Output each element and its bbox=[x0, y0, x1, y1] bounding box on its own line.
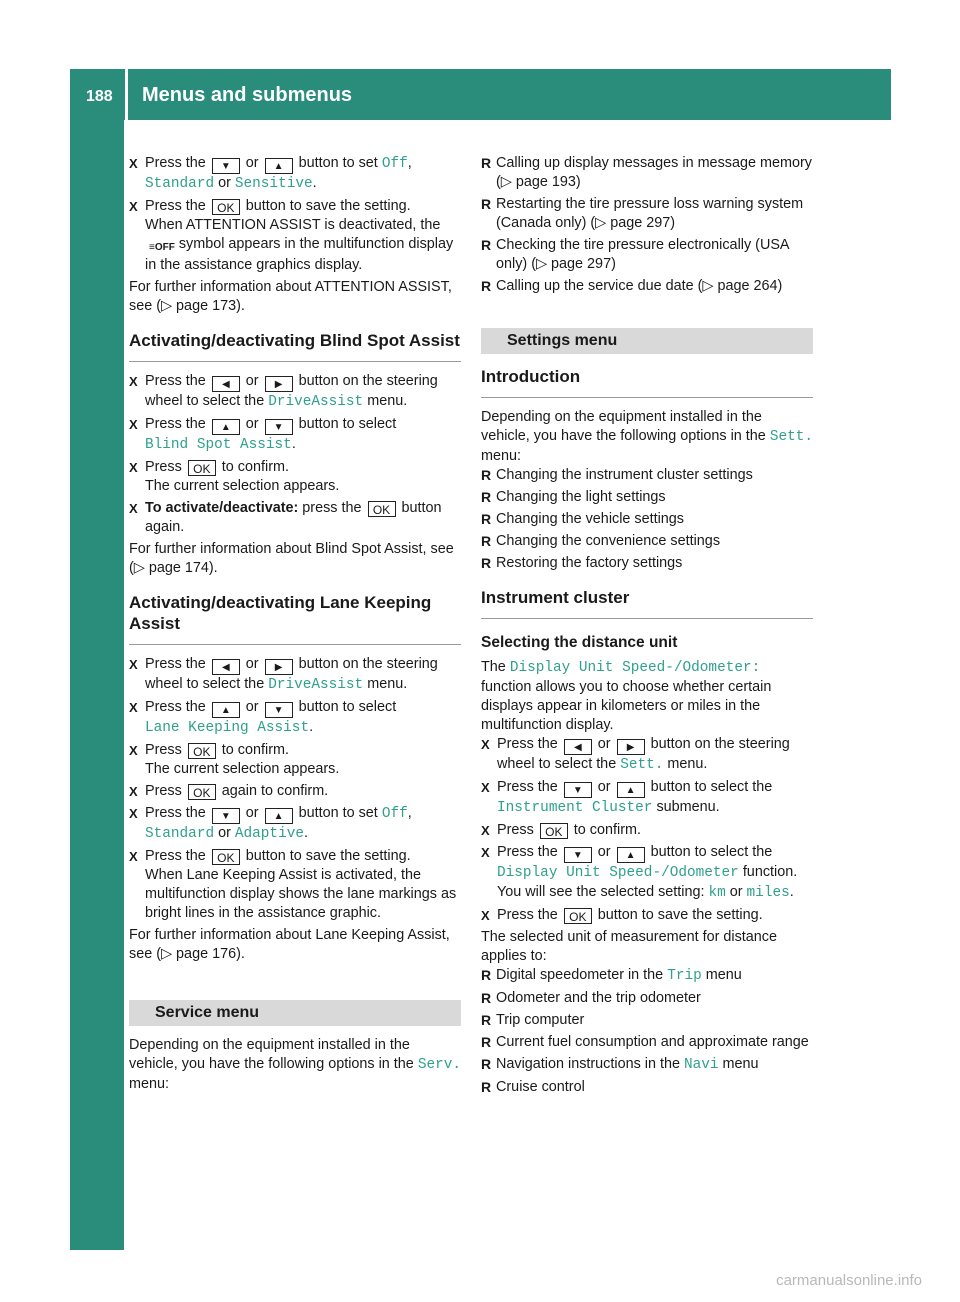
menu-code: miles bbox=[746, 885, 790, 901]
step-arrow-icon: X bbox=[129, 417, 138, 432]
step-arrow-icon: X bbox=[129, 806, 138, 821]
menu-code: Standard bbox=[145, 826, 215, 842]
service-menu-bar: Service menu bbox=[129, 1000, 461, 1026]
paragraph: Depending on the equipment installed in the vehicle, you have the following options in the Sett. menu: bbox=[481, 409, 813, 464]
menu-code: Off bbox=[381, 156, 408, 172]
step-arrow-icon: X bbox=[129, 743, 138, 758]
list-item: R Checking the tire pressure electronically (USA only) (▷ page 297) bbox=[481, 237, 789, 272]
step-arrow-icon: X bbox=[481, 823, 490, 838]
down-key-icon: ▼ bbox=[212, 158, 240, 174]
section-label: On-board computer and displays bbox=[85, 246, 109, 576]
ok-key-icon: OK bbox=[188, 743, 216, 759]
bullet-icon: R bbox=[481, 533, 492, 549]
bullet-icon: R bbox=[481, 237, 492, 253]
menu-code: Adaptive bbox=[234, 826, 304, 842]
list-item: R Digital speedometer in the Trip menu bbox=[481, 967, 742, 984]
attention-off-icon: ≡OFF bbox=[147, 240, 177, 256]
step-arrow-icon: X bbox=[129, 199, 138, 214]
ok-key-icon: OK bbox=[212, 849, 240, 865]
step: X Press the ▲ or ▼ button to select Lane Keeping Assist. bbox=[129, 699, 397, 736]
down-key-icon: ▼ bbox=[564, 847, 592, 863]
list-item: R Changing the instrument cluster settings bbox=[481, 467, 753, 483]
list-item: R Changing the vehicle settings bbox=[481, 511, 684, 527]
bullet-icon: R bbox=[481, 1079, 492, 1095]
page-number: 188 bbox=[86, 88, 113, 105]
page-title: Menus and submenus bbox=[142, 84, 353, 106]
down-key-icon: ▼ bbox=[265, 702, 293, 718]
step-arrow-icon: X bbox=[481, 908, 490, 923]
step: X Press OK to confirm. The current selection appears. bbox=[129, 459, 340, 494]
list-item: R Restoring the factory settings bbox=[481, 555, 683, 571]
step: X To activate/deactivate: press the OK button again. bbox=[129, 500, 442, 535]
step-arrow-icon: X bbox=[129, 460, 138, 475]
menu-code: Off bbox=[381, 806, 408, 822]
up-key-icon: ▲ bbox=[212, 702, 240, 718]
right-column bbox=[481, 154, 813, 1100]
step: X Press the ◀ or ▶ button on the steering wheel to select the Sett. menu. bbox=[481, 736, 790, 773]
menu-code: Display Unit Speed-/Odometer bbox=[497, 865, 739, 881]
watermark: carmanualsonline.info bbox=[776, 1272, 922, 1289]
paragraph: The Display Unit Speed-/Odometer: function allows you to choose whether certain displays appear in kilometers or miles in the multifunction display. bbox=[481, 659, 772, 733]
bullet-icon: R bbox=[481, 1034, 492, 1050]
ok-key-icon: OK bbox=[540, 823, 568, 839]
step: X Press the ◀ or ▶ button on the steering wheel to select the DriveAssist menu. bbox=[129, 656, 438, 693]
bullet-icon: R bbox=[481, 990, 492, 1006]
bullet-icon: R bbox=[481, 489, 492, 505]
step-arrow-icon: X bbox=[481, 845, 490, 860]
down-key-icon: ▼ bbox=[212, 808, 240, 824]
step: X Press the ▼ or ▲ button to set Off, Standard or Sensitive. bbox=[129, 155, 412, 192]
section-heading: Activating/deactivating Blind Spot Assist bbox=[129, 330, 461, 362]
section-heading: Introduction bbox=[481, 366, 813, 398]
menu-code: Navi bbox=[683, 1057, 719, 1073]
left-column bbox=[129, 154, 461, 1094]
bullet-icon: R bbox=[481, 1056, 492, 1072]
list-item: R Current fuel consumption and approximate range bbox=[481, 1034, 809, 1050]
step: X Press the ▼ or ▲ button to set Off, Standard or Adaptive. bbox=[129, 805, 412, 842]
menu-code: Sett. bbox=[620, 757, 664, 773]
step-arrow-icon: X bbox=[129, 374, 138, 389]
list-item: R Cruise control bbox=[481, 1079, 585, 1095]
list-item: R Odometer and the trip odometer bbox=[481, 990, 701, 1006]
up-key-icon: ▲ bbox=[212, 419, 240, 435]
left-key-icon: ◀ bbox=[212, 659, 240, 675]
step-arrow-icon: X bbox=[129, 700, 138, 715]
list-item: R Changing the convenience settings bbox=[481, 533, 721, 549]
menu-code: Standard bbox=[145, 176, 215, 192]
step: X Press the OK button to save the setting. bbox=[481, 907, 763, 924]
down-key-icon: ▼ bbox=[265, 419, 293, 435]
step: X Press the ◀ or ▶ button on the steering wheel to select the DriveAssist menu. bbox=[129, 373, 438, 410]
right-key-icon: ▶ bbox=[265, 376, 293, 392]
header-divider bbox=[125, 69, 128, 120]
paragraph: For further information about Blind Spot Assist, see (▷ page 174). bbox=[129, 541, 454, 576]
settings-menu-bar: Settings menu bbox=[481, 328, 813, 354]
section-heading: Instrument cluster bbox=[481, 587, 813, 619]
right-key-icon: ▶ bbox=[617, 739, 645, 755]
bullet-icon: R bbox=[481, 155, 492, 171]
step: X Press OK to confirm. The current selection appears. bbox=[129, 742, 340, 777]
ok-key-icon: OK bbox=[188, 784, 216, 800]
step-arrow-icon: X bbox=[129, 501, 138, 516]
list-item: R Navigation instructions in the Navi menu bbox=[481, 1056, 759, 1073]
step-arrow-icon: X bbox=[481, 780, 490, 795]
list-item: R Calling up the service due date (▷ page 264) bbox=[481, 278, 783, 294]
up-key-icon: ▲ bbox=[265, 158, 293, 174]
subsection-heading: Selecting the distance unit bbox=[481, 634, 678, 651]
paragraph: For further information about ATTENTION ASSIST, see (▷ page 173). bbox=[129, 279, 452, 314]
bullet-icon: R bbox=[481, 1012, 492, 1028]
menu-code: Sensitive bbox=[234, 176, 313, 192]
up-key-icon: ▲ bbox=[265, 808, 293, 824]
left-key-icon: ◀ bbox=[212, 376, 240, 392]
menu-code: km bbox=[708, 885, 726, 901]
menu-code: Blind Spot Assist bbox=[145, 437, 292, 453]
ok-key-icon: OK bbox=[212, 199, 240, 215]
step: X Press the ▲ or ▼ button to select Blind Spot Assist. bbox=[129, 416, 397, 453]
step: X Press the ▼ or ▲ button to select the Display Unit Speed-/Odometer function. You will see the selected setting: km or miles. bbox=[481, 844, 798, 901]
down-key-icon: ▼ bbox=[564, 782, 592, 798]
bullet-icon: R bbox=[481, 278, 492, 294]
right-key-icon: ▶ bbox=[265, 659, 293, 675]
ok-key-icon: OK bbox=[368, 501, 396, 517]
bullet-icon: R bbox=[481, 555, 492, 571]
step: X Press OK again to confirm. bbox=[129, 783, 329, 800]
step-arrow-icon: X bbox=[129, 156, 138, 171]
menu-code: Lane Keeping Assist bbox=[145, 720, 310, 736]
section-heading: Activating/deactivating Lane Keeping Assist bbox=[129, 592, 461, 645]
menu-code: Instrument Cluster bbox=[497, 800, 653, 816]
bullet-list bbox=[481, 154, 813, 296]
list-item: R Calling up display messages in message memory (▷ page 193) bbox=[481, 155, 812, 190]
step-arrow-icon: X bbox=[129, 657, 138, 672]
list-item: R Changing the light settings bbox=[481, 489, 666, 505]
step: X Press the OK button to save the setting. When ATTENTION ASSIST is deactivated, the ≡OFF symbol appears in the multifunction display in the assistance graphics display. bbox=[129, 198, 454, 273]
bullet-list bbox=[481, 466, 813, 573]
left-key-icon: ◀ bbox=[564, 739, 592, 755]
paragraph: The selected unit of measurement for distance applies to: bbox=[481, 929, 777, 964]
step: X Press OK to confirm. bbox=[481, 822, 641, 839]
menu-code: DriveAssist bbox=[268, 677, 364, 693]
ok-key-icon: OK bbox=[564, 908, 592, 924]
bullet-icon: R bbox=[481, 467, 492, 483]
list-item: R Trip computer bbox=[481, 1012, 585, 1028]
ok-key-icon: OK bbox=[188, 460, 216, 476]
paragraph: Depending on the equipment installed in the vehicle, you have the following options in the Serv. menu: bbox=[129, 1037, 461, 1092]
menu-code: Sett. bbox=[769, 429, 813, 445]
step-arrow-icon: X bbox=[129, 849, 138, 864]
bullet-icon: R bbox=[481, 196, 492, 212]
paragraph: For further information about Lane Keeping Assist, see (▷ page 176). bbox=[129, 927, 450, 962]
step: X Press the ▼ or ▲ button to select the Instrument Cluster submenu. bbox=[481, 779, 773, 816]
up-key-icon: ▲ bbox=[617, 782, 645, 798]
menu-code: DriveAssist bbox=[268, 394, 364, 410]
menu-code: Trip bbox=[667, 968, 702, 984]
menu-code: Serv. bbox=[417, 1057, 461, 1073]
list-item: R Restarting the tire pressure loss warning system (Canada only) (▷ page 297) bbox=[481, 196, 804, 231]
menu-code: Display Unit Speed-/Odometer: bbox=[509, 660, 761, 676]
step-arrow-icon: X bbox=[481, 737, 490, 752]
step: X Press the OK button to save the setting. When Lane Keeping Assist is activated, the multifunction display shows the lane markings as bright lines in the assistance graphic. bbox=[129, 848, 457, 921]
bullet-icon: R bbox=[481, 967, 492, 983]
bullet-icon: R bbox=[481, 511, 492, 527]
up-key-icon: ▲ bbox=[617, 847, 645, 863]
step-arrow-icon: X bbox=[129, 784, 138, 799]
